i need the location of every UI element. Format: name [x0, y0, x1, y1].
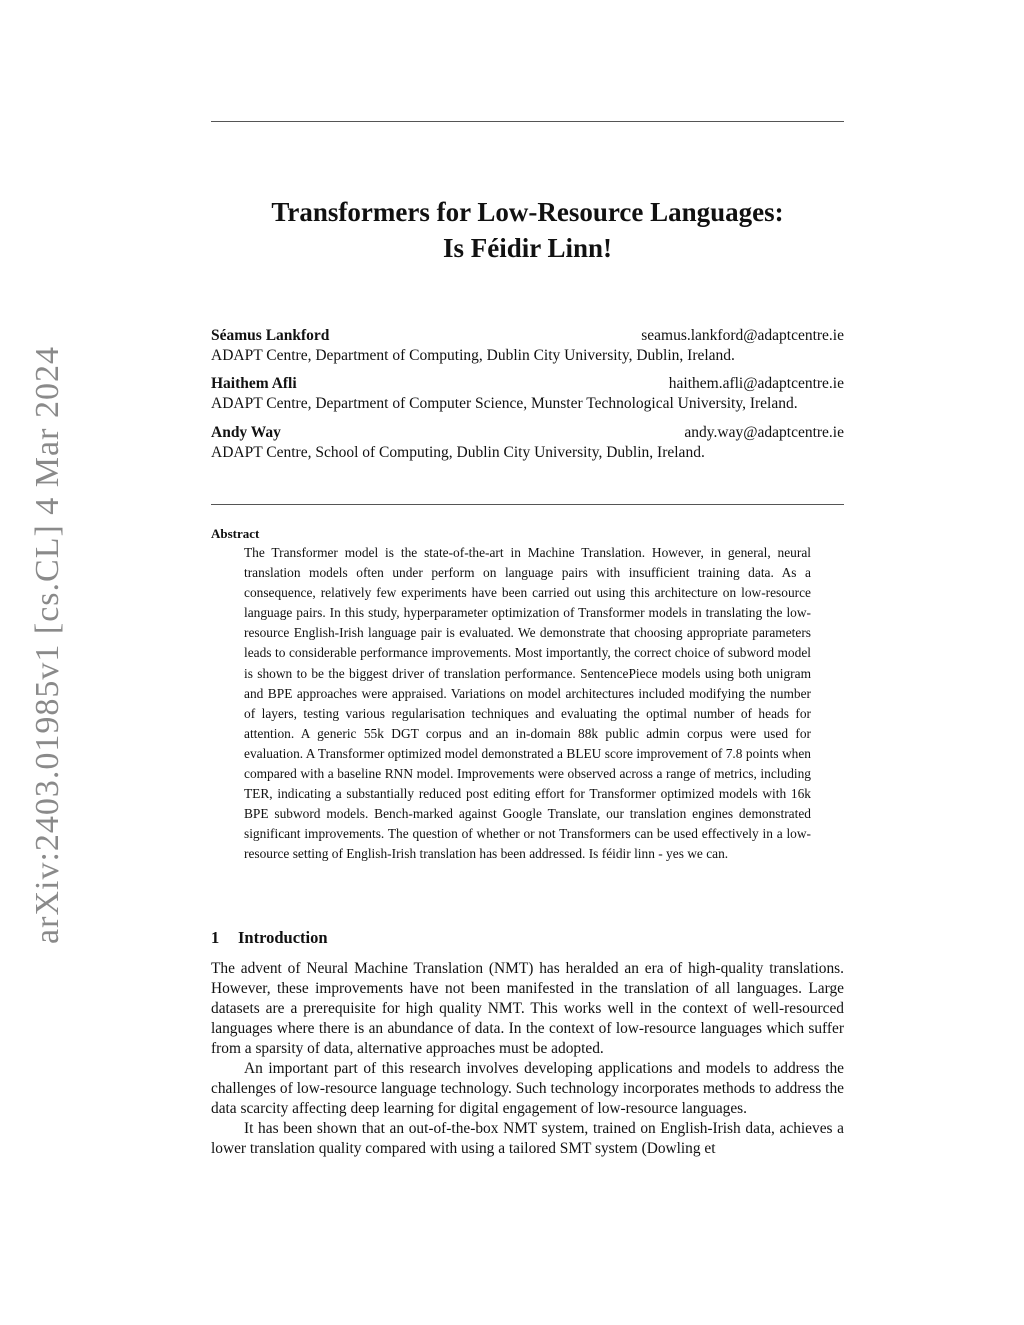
author-affiliation: ADAPT Centre, School of Computing, Dublin City University, Dublin, Ireland. — [211, 444, 705, 461]
title-line-1: Transformers for Low-Resource Languages: — [271, 197, 784, 227]
section-number: 1 — [211, 928, 220, 947]
abstract-heading: Abstract — [211, 526, 260, 541]
author-name: Séamus Lankford — [211, 327, 330, 344]
author-block-2 — [211, 374, 844, 414]
paragraph: An important part of this research involves developing applications and models to address the challenges of low-resource language technology. Such technology incorporates methods to address the data scarcity affecting deep learning for digital engagement of low-resource languages. — [211, 1060, 844, 1117]
introduction-body — [211, 959, 844, 1159]
title-bottom-rule — [211, 504, 844, 505]
abstract-text: The Transformer model is the state-of-the-art in Machine Translation. However, in general, neural translation models often under perform on language pairs with insufficient training data. As a consequence, relatively few experiments have been carried out using this architecture on low-resource language pairs. In this study, hyperparameter optimization of Transformer models in translating the low-resource English-Irish language pair is evaluated. We demonstrate that choosing appropriate parameters leads to considerable performance improvements. Most importantly, the correct choice of subword model is shown to be the biggest driver of translation performance. SentencePiece models using both unigram and BPE approaches were appraised. Variations on model architectures included modifying the number of layers, testing various regularisation techniques and evaluating the optimal number of heads for attention. A generic 55k DGT corpus and an in-domain 88k public admin corpus were used for evaluation. A Transformer optimized model demonstrated a BLEU score improvement of 7.8 points when compared with a baseline RNN model. Improvements were observed across a range of metrics, including TER, indicating a substantially reduced post editing effort for Transformer optimized models with 16k BPE subword models. Bench-marked against Google Translate, our translation engines demonstrated significant improvements. The question of whether or not Transformers can be used effectively in a low-resource setting of English-Irish translation has been addressed. Is féidir linn - yes we can. — [244, 545, 811, 862]
paper-title — [211, 194, 844, 266]
section-title: Introduction — [238, 928, 328, 947]
author-affiliation: ADAPT Centre, Department of Computer Science, Munster Technological University, Ireland. — [211, 395, 798, 412]
author-name: Haithem Afli — [211, 375, 297, 392]
author-email: seamus.lankford@adaptcentre.ie — [641, 327, 844, 344]
arxiv-identifier: arXiv:2403.01985v1 [cs.CL] 4 Mar 2024 — [29, 346, 66, 944]
author-email: haithem.afli@adaptcentre.ie — [668, 375, 844, 392]
author-block-3 — [211, 423, 844, 463]
title-line-2: Is Féidir Linn! — [442, 233, 613, 263]
author-block-1 — [211, 326, 844, 366]
paragraph: The advent of Neural Machine Translation (NMT) has heralded an era of high-quality translations. However, these improvements have not been manifested in the translation of all languages. Large datasets are a prerequisite for high quality NMT. This works well in the context of well-resourced languages where there is an abundance of data. In the context of low-resource languages which suffer from a sparsity of data, alternative approaches must be adopted. — [211, 960, 844, 1057]
title-top-rule — [211, 121, 844, 122]
author-email: andy.way@adaptcentre.ie — [684, 424, 844, 441]
paragraph: It has been shown that an out-of-the-box NMT system, trained on English-Irish data, achieves a lower translation quality compared with using a tailored SMT system (Dowling et — [211, 1120, 844, 1157]
section-heading-introduction — [211, 928, 328, 948]
author-name: Andy Way — [211, 424, 281, 441]
author-affiliation: ADAPT Centre, Department of Computing, Dublin City University, Dublin, Ireland. — [211, 347, 735, 364]
